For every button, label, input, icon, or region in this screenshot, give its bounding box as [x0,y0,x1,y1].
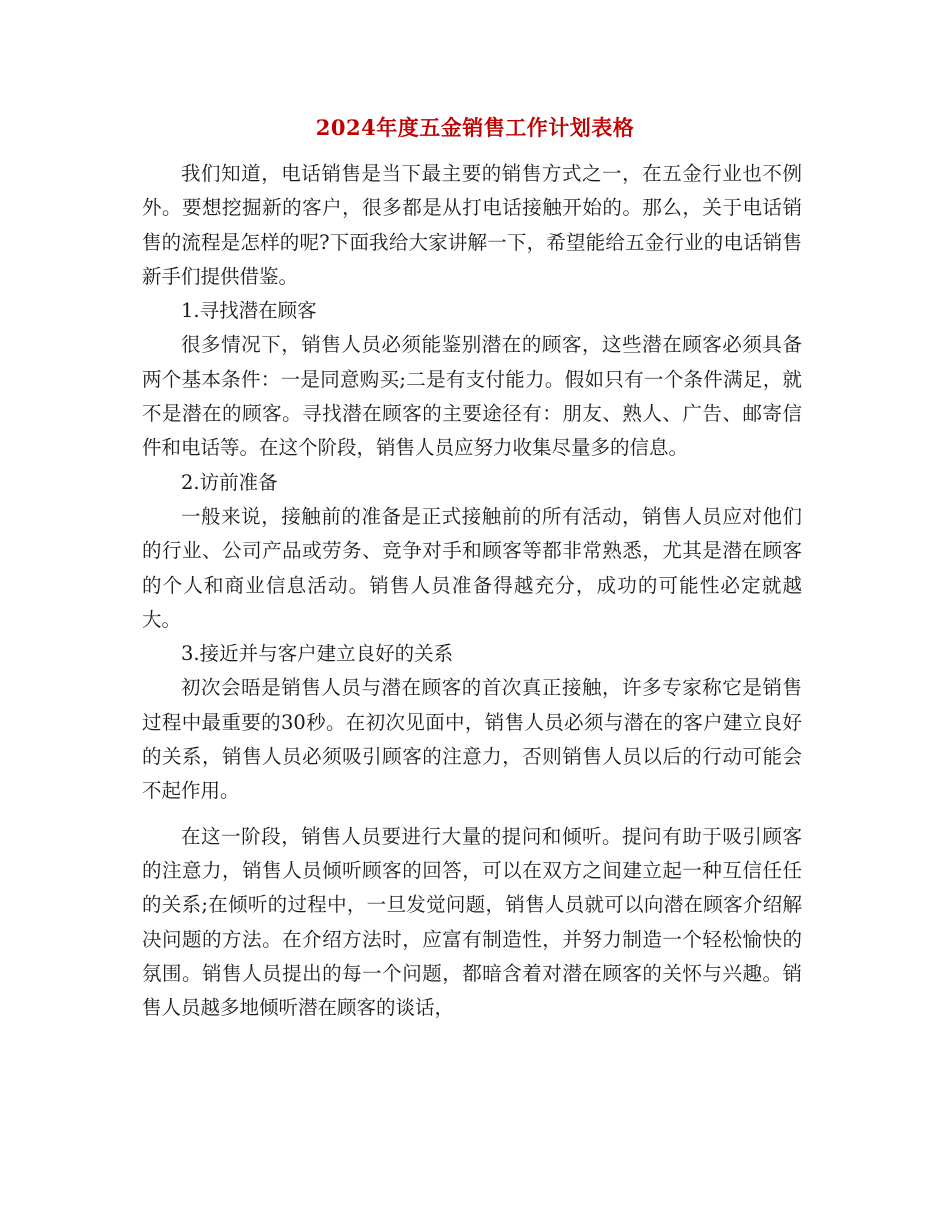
intro-paragraph: 我们知道，电话销售是当下最主要的销售方式之一，在五金行业也不例外。要想挖掘新的客户，很多都是从打电话接触开始的。那么，关于电话销售的流程是怎样的呢?下面我给大家讲解一下，希望能给五金行业的电话销售新手们提供借鉴。 [142,162,802,288]
section-heading-2: 2.访前准备 [181,470,278,494]
section-heading-1: 1.寻找潜在顾客 [181,299,317,323]
document-body [142,157,802,1025]
section-3-paragraph-2: 在这一阶段，销售人员要进行大量的提问和倾听。提问有助于吸引顾客的注意力，销售人员倾听顾客的回答，可以在双方之间建立起一种互信任任的关系;在倾听的过程中，一旦发觉问题，销售人员就可以向潜在顾客介绍解决问题的方法。在介绍方法时，应富有制造性，并努力制造一个轻松愉快的氛围。销售人员提出的每一个问题，都暗含着对潜在顾客的关怀与兴趣。销售人员越多地倾听潜在顾客的谈话， [142,824,802,1020]
section-3-paragraph-1: 初次会晤是销售人员与潜在顾客的首次真正接触，许多专家称它是销售过程中最重要的30秒。在初次见面中，销售人员必须与潜在的客户建立良好的关系，销售人员必须吸引顾客的注意力，否则销售人员以后的行动可能会不起作用。 [142,676,802,803]
section-1-paragraph: 很多情况下，销售人员必须能鉴别潜在的顾客，这些潜在顾客必须具备两个基本条件：一是同意购买;二是有支付能力。假如只有一个条件满足，就不是潜在的顾客。寻找潜在顾客的主要途径有：朋友、熟人、广告、邮寄信件和电话等。在这个阶段，销售人员应努力收集尽量多的信息。 [142,333,802,460]
section-heading-3: 3.接近并与客户建立良好的关系 [181,642,454,666]
document-title: 2024年度五金销售工作计划表格 [315,115,635,140]
section-2-paragraph: 一般来说，接触前的准备是正式接触前的所有活动，销售人员应对他们的行业、公司产品或劳务、竞争对手和顾客等都非常熟悉，尤其是潜在顾客的个人和商业信息活动。销售人员准备得越充分，成功的可能性必定就越大。 [142,504,802,631]
